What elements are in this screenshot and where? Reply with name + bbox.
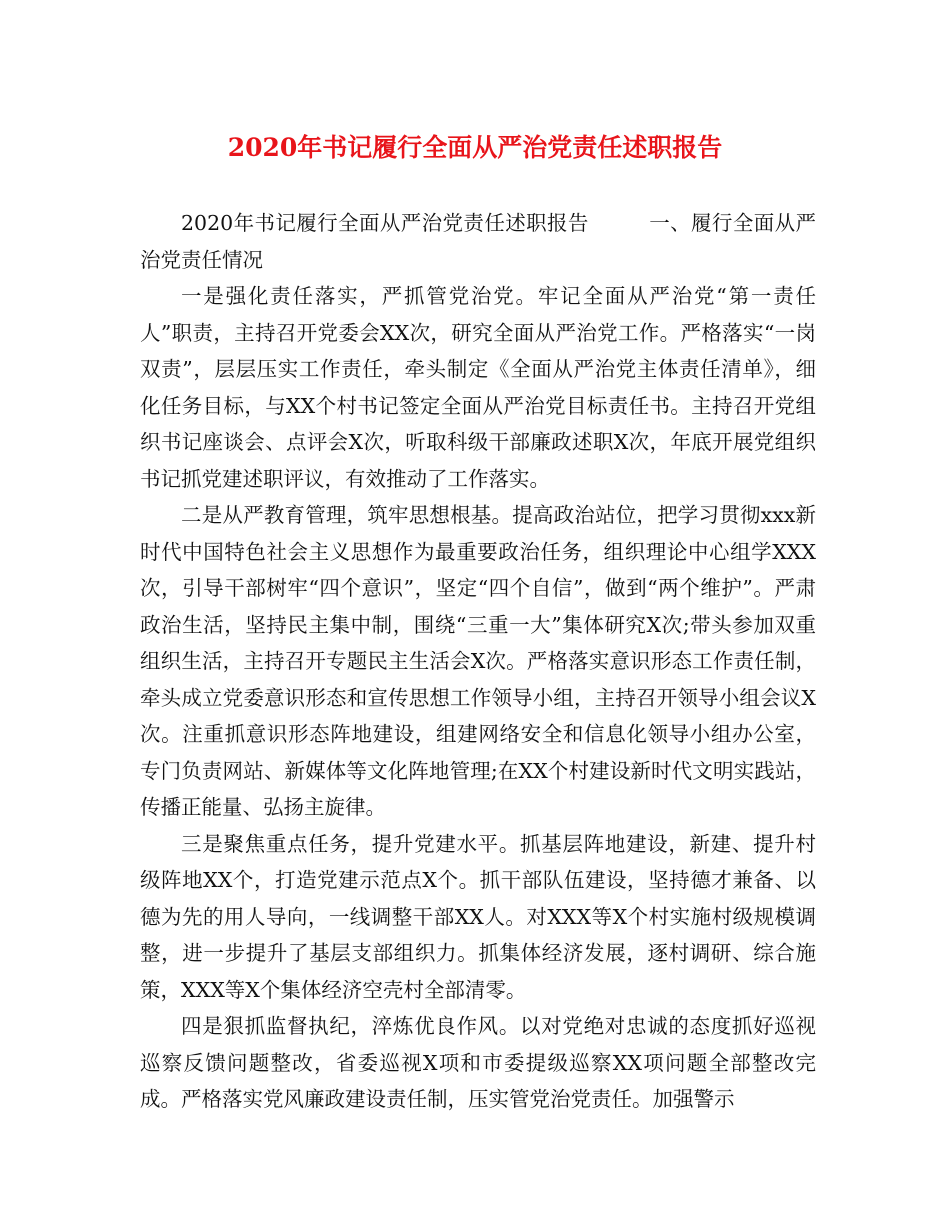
paragraph-3: 三是聚焦重点任务，提升党建水平。抓基层阵地建设，新建、提升村级阵地XX个，打造党建示范点X个。抓干部队伍建设，坚持德才兼备、以德为先的用人导向，一线调整干部XX人。对XXX等X个村实施村级规模调整，进一步提升了基层支部组织力。抓集体经济发展，逐村调研、综合施策，XXX等X个集体经济空壳村全部清零。 [140, 831, 816, 1002]
intro-paragraph [140, 205, 816, 278]
intro-heading: 2020年书记履行全面从严治党责任述职报告 [181, 211, 589, 235]
paragraph-4: 四是狠抓监督执纪，淬炼优良作风。以对党绝对忠诚的态度抓好巡视巡察反馈问题整改，省委巡视X项和市委提级巡察XX项问题全部整改完成。严格落实党风廉政建设责任制，压实管党治党责任。加强警示 [140, 1014, 816, 1111]
paragraph-1: 一是强化责任落实，严抓管党治党。牢记全面从严治党“第一责任人”职责，主持召开党委会XX次，研究全面从严治党工作。严格落实“一岗双责”，层层压实工作责任，牵头制定《全面从严治党主体责任清单》，细化任务目标，与XX个村书记签定全面从严治党目标责任书。主持召开党组织书记座谈会、点评会X次，听取科级干部廉政述职X次，年底开展党组织书记抓党建述职评议，有效推动了工作落实。 [140, 284, 816, 491]
paragraph-2: 二是从严教育管理，筑牢思想根基。提高政治站位，把学习贯彻xxx新时代中国特色社会主义思想作为最重要政治任务，组织理论中心组学XXX次，引导干部树牢“四个意识”，坚定“四个自信”，做到“两个维护”。严肃政治生活，坚持民主集中制，围绕“三重一大”集体研究X次;带头参加双重组织生活，主持召开专题民主生活会X次。严格落实意识形态工作责任制，牵头成立党委意识形态和宣传思想工作领导小组，主持召开领导小组会议X次。注重抓意识形态阵地建设，组建网络安全和信息化领导小组办公室，专门负责网站、新媒体等文化阵地管理;在XX个村建设新时代文明实践站，传播正能量、弘扬主旋律。 [140, 503, 816, 819]
document-body [140, 205, 816, 1118]
section-heading: 一、履行全面从严治党责任情况 [140, 211, 817, 272]
document-title: 2020年书记履行全面从严治党责任述职报告 [227, 133, 723, 162]
